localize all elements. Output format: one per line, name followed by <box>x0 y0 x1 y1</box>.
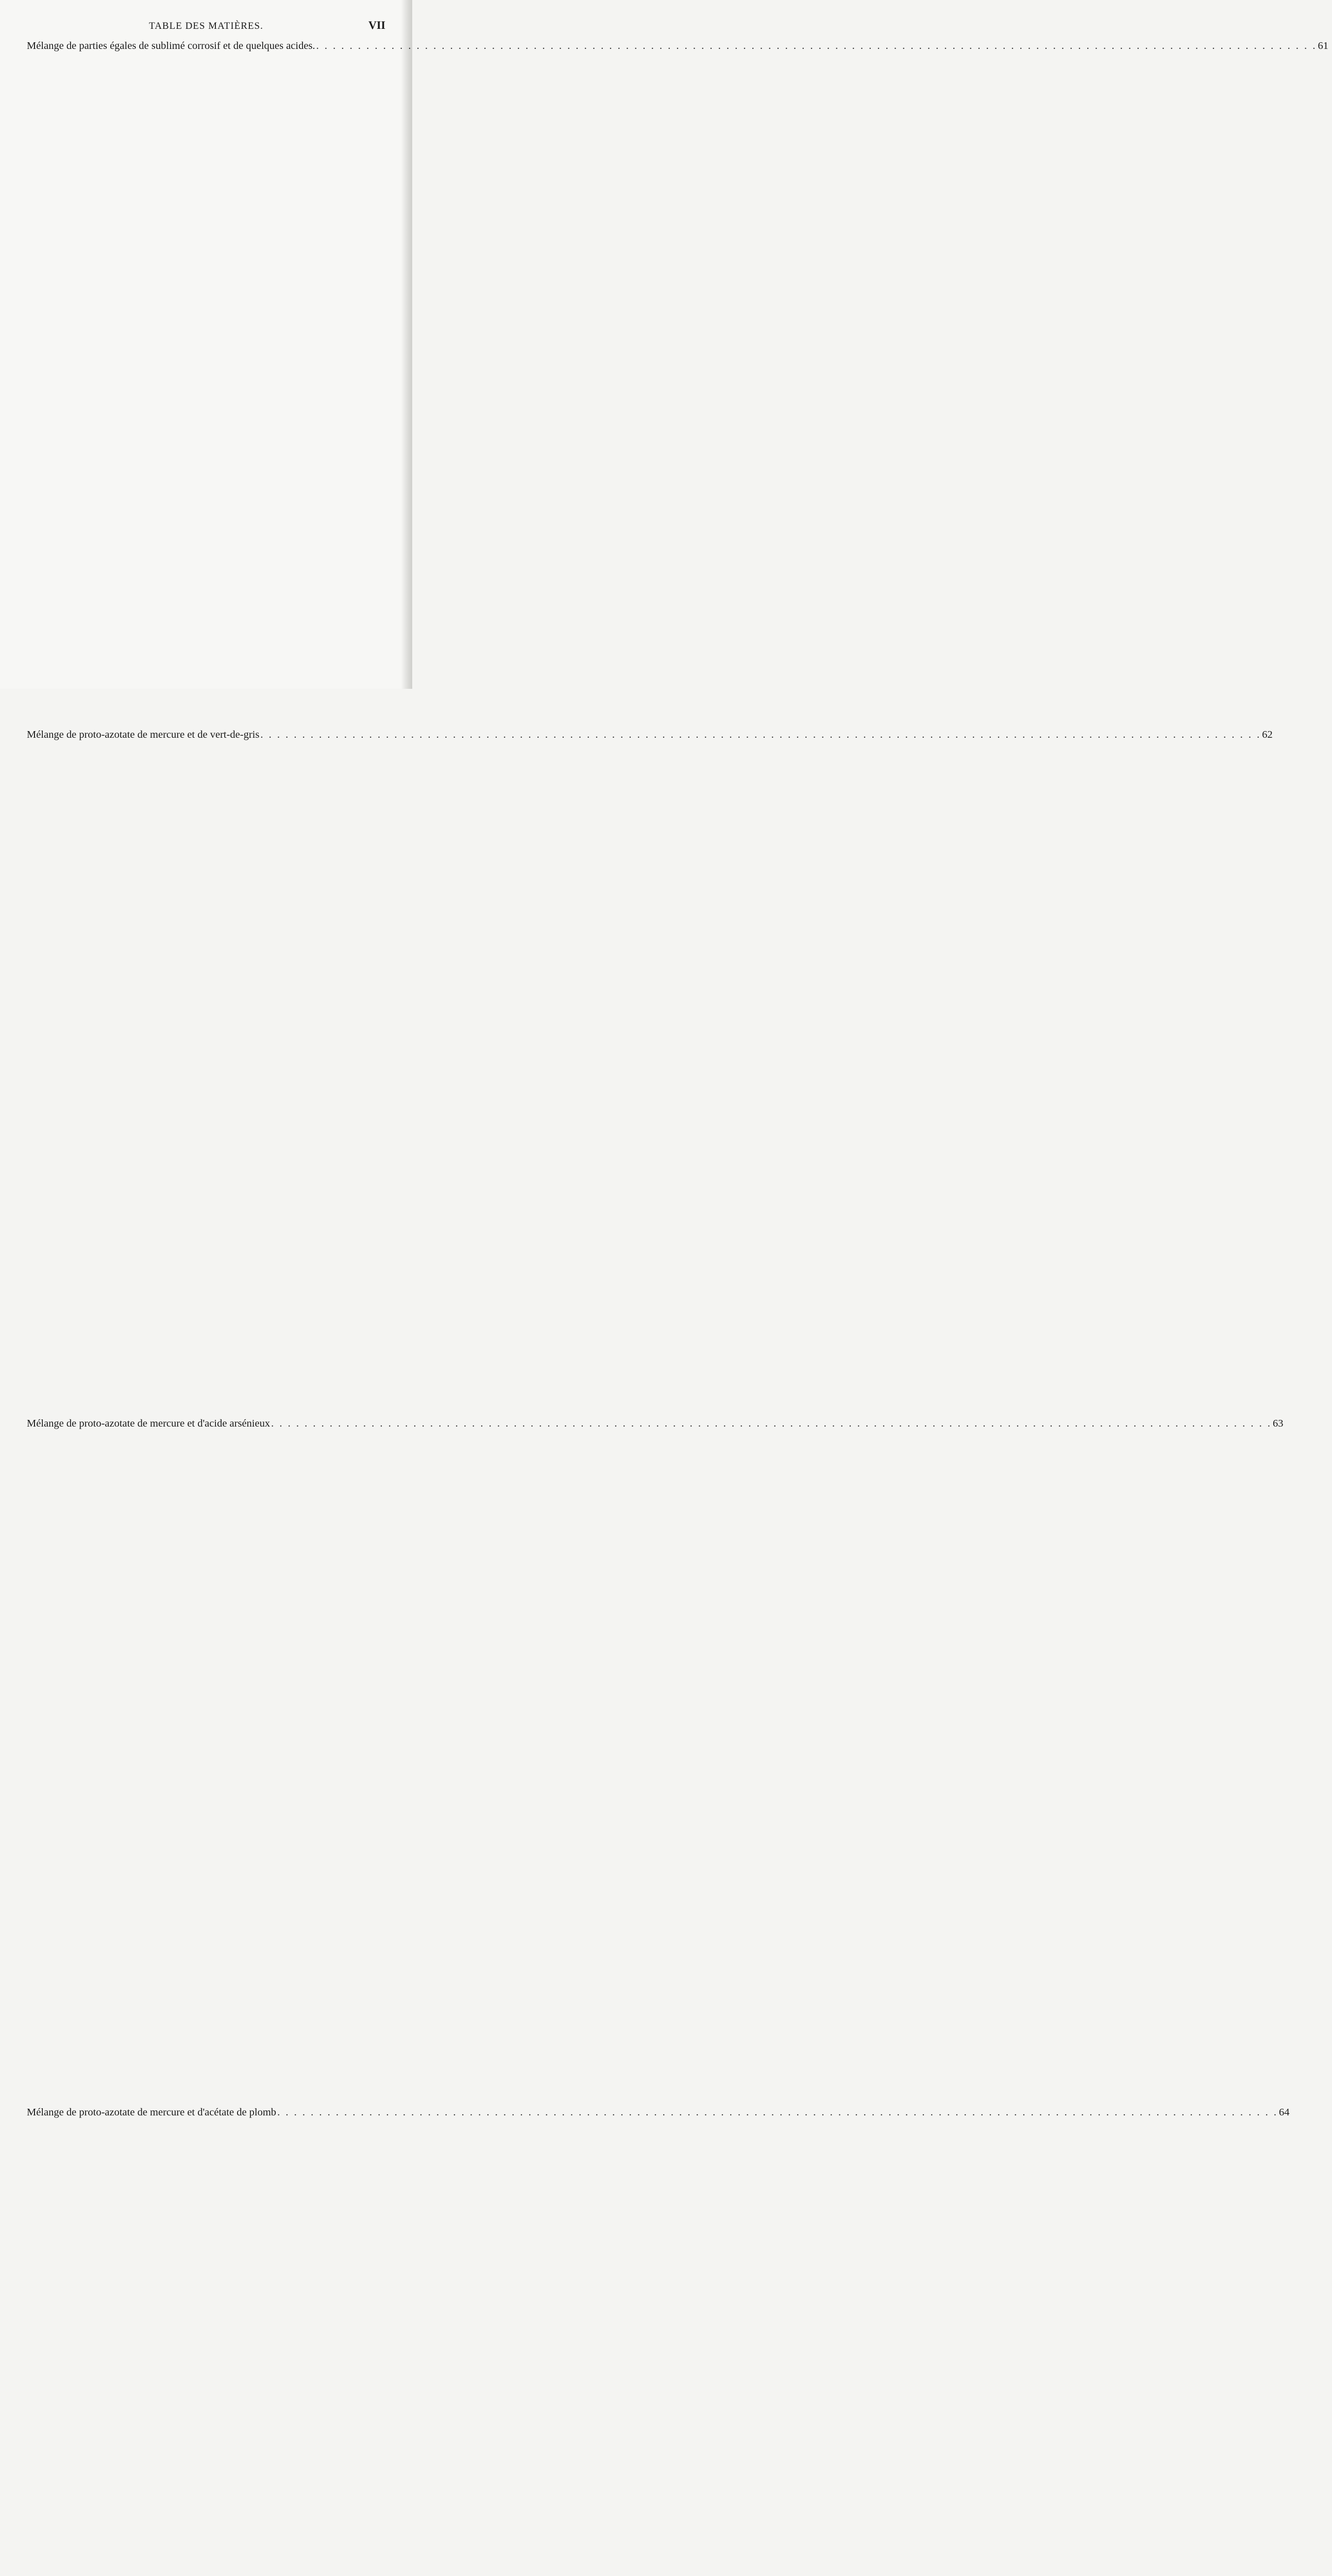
toc-entry-row <box>27 39 1328 728</box>
dot-leader: . . . . . . . . . . . . . . . . . . . . . . . . . . . . . . . . . . . . . . . . . . . . . . . . . . . . . . . . . . . . . . . . . . . . . . . . . . . . . . . . . . . . . . . . . . . . . . . . . . . . . . . . . . . . . . . . . . . . . . . . <box>271 1418 1272 1429</box>
toc-entry-page: 64 <box>1278 2107 1290 2118</box>
toc-entry <box>27 2106 1290 2576</box>
toc-entry-row <box>27 2106 1290 2576</box>
page-header <box>27 21 385 35</box>
dot-leader: . . . . . . . . . . . . . . . . . . . . . . . . . . . . . . . . . . . . . . . . . . . . . . . . . . . . . . . . . . . . . . . . . . . . . . . . . . . . . . . . . . . . . . . . . . . . . . . . . . . . . . . . . . . . . . . . . . . . . . . . <box>316 40 1317 52</box>
page-edge-shadow <box>401 0 412 689</box>
toc-entry-row <box>27 728 1273 1417</box>
toc-entry-title: Mélange de proto-azotate de mercure et de vert-de-gris <box>27 729 260 740</box>
toc-entry-title: Mélange de parties égales de sublimé corrosif et de quelques acides. <box>27 40 315 52</box>
toc-entry <box>27 728 1273 1417</box>
toc-entry-page: 61 <box>1318 40 1328 52</box>
toc-entry-row <box>27 1417 1284 2106</box>
toc-entry-page: 63 <box>1272 1418 1284 1429</box>
table-of-contents <box>27 39 1328 2576</box>
dot-leader: . . . . . . . . . . . . . . . . . . . . . . . . . . . . . . . . . . . . . . . . . . . . . . . . . . . . . . . . . . . . . . . . . . . . . . . . . . . . . . . . . . . . . . . . . . . . . . . . . . . . . . . . . . . . . . . . . . . . . . . . <box>277 2107 1278 2118</box>
page-title: TABLE DES MATIÈRES. <box>149 21 263 31</box>
toc-entry-title: Mélange de proto-azotate de mercure et d'acide arsénieux <box>27 1418 271 1429</box>
toc-entry-title: Mélange de proto-azotate de mercure et d'acétate de plomb <box>27 2107 277 2118</box>
page-number: VII <box>368 19 385 31</box>
dot-leader: . . . . . . . . . . . . . . . . . . . . . . . . . . . . . . . . . . . . . . . . . . . . . . . . . . . . . . . . . . . . . . . . . . . . . . . . . . . . . . . . . . . . . . . . . . . . . . . . . . . . . . . . . . . . . . . . . . . . . . . . <box>260 729 1261 740</box>
toc-entry-page: 62 <box>1262 729 1273 740</box>
toc-entry <box>27 39 1328 728</box>
toc-entry <box>27 1417 1284 2106</box>
